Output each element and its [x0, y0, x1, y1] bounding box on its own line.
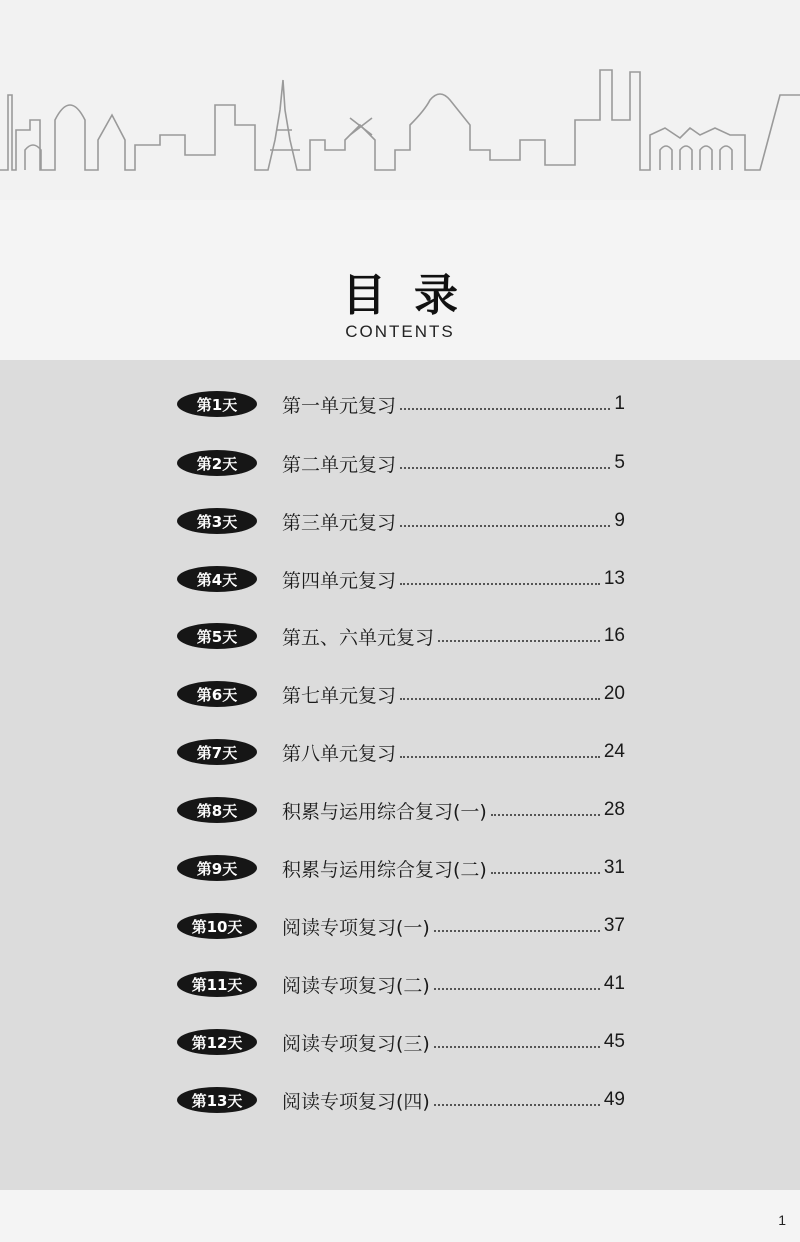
toc-entry[interactable]: [177, 968, 625, 1000]
day-badge: 第11天: [177, 971, 257, 997]
dot-leader: [434, 930, 600, 932]
day-badge: 第10天: [177, 913, 257, 939]
toc-entry[interactable]: [177, 620, 625, 652]
day-badge: 第6天: [177, 681, 257, 707]
dot-leader: [491, 872, 600, 874]
toc-entry[interactable]: [177, 736, 625, 768]
day-badge: 第4天: [177, 566, 257, 592]
dot-leader: [400, 467, 610, 469]
day-badge: 第8天: [177, 797, 257, 823]
dot-leader: [400, 583, 600, 585]
entry-page-number: 1: [614, 393, 625, 414]
day-badge: 第5天: [177, 623, 257, 649]
entry-page-number: 24: [603, 741, 625, 762]
entry-title: 第八单元复习: [282, 742, 397, 765]
day-badge: 第2天: [177, 450, 257, 476]
entry-page-number: 31: [603, 857, 625, 878]
entry-title: 第四单元复习: [282, 569, 397, 592]
day-badge: 第3天: [177, 508, 257, 534]
entry-title: 阅读专项复习(四): [282, 1090, 430, 1113]
dot-leader: [400, 408, 610, 410]
page-subtitle: CONTENTS: [345, 322, 455, 341]
toc-entry[interactable]: [177, 852, 625, 884]
entry-page-number: 45: [603, 1031, 625, 1052]
dot-leader: [438, 640, 600, 642]
entry-title: 第一单元复习: [282, 394, 397, 417]
entry-page-number: 28: [603, 799, 625, 820]
entry-page-number: 37: [603, 915, 625, 936]
entry-title: 第三单元复习: [282, 511, 397, 534]
entry-title: 积累与运用综合复习(一): [282, 800, 487, 823]
day-badge: 第9天: [177, 855, 257, 881]
entry-title: 积累与运用综合复习(二): [282, 858, 487, 881]
entry-title: 阅读专项复习(一): [282, 916, 430, 939]
entry-title: 阅读专项复习(二): [282, 974, 430, 997]
city-skyline-illustration: [0, 0, 800, 200]
page-title: 目录: [342, 270, 486, 321]
entry-page-number: 20: [603, 683, 625, 704]
toc-entry[interactable]: [177, 1026, 625, 1058]
dot-leader: [400, 756, 600, 758]
entry-page-number: 49: [603, 1089, 625, 1110]
entry-title: 第二单元复习: [282, 453, 397, 476]
entry-page-number: 5: [614, 452, 625, 473]
toc-entry[interactable]: [177, 794, 625, 826]
toc-entry[interactable]: [177, 1084, 625, 1116]
toc-entry[interactable]: [177, 678, 625, 710]
toc-entry[interactable]: [177, 447, 625, 479]
toc-entry[interactable]: [177, 910, 625, 942]
dot-leader: [400, 698, 600, 700]
dot-leader: [434, 1104, 600, 1106]
dot-leader: [434, 988, 600, 990]
toc-entry[interactable]: [177, 388, 625, 420]
page-number: 1: [778, 1212, 786, 1228]
entry-title: 阅读专项复习(三): [282, 1032, 430, 1055]
entry-title: 第七单元复习: [282, 684, 397, 707]
entry-page-number: 41: [603, 973, 625, 994]
toc-panel: [0, 360, 800, 1190]
entry-page-number: 16: [603, 625, 625, 646]
dot-leader: [491, 814, 600, 816]
dot-leader: [400, 525, 610, 527]
entry-page-number: 13: [603, 568, 625, 589]
day-badge: 第1天: [177, 391, 257, 417]
toc-entry[interactable]: [177, 505, 625, 537]
dot-leader: [434, 1046, 600, 1048]
toc-entry[interactable]: [177, 563, 625, 595]
entry-title: 第五、六单元复习: [282, 626, 435, 649]
day-badge: 第13天: [177, 1087, 257, 1113]
day-badge: 第7天: [177, 739, 257, 765]
day-badge: 第12天: [177, 1029, 257, 1055]
entry-page-number: 9: [614, 510, 625, 531]
